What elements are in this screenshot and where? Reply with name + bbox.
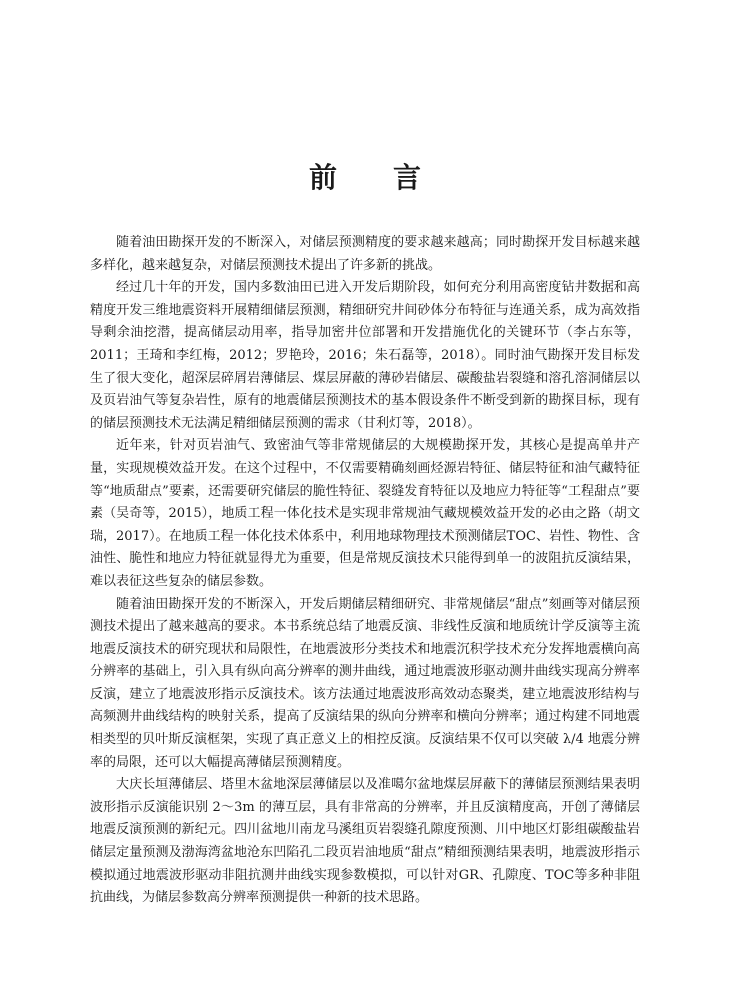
paragraph-2: 经过几十年的开发，国内多数油田已进入开发后期阶段，如何充分利用高密度钻井数据和高精度开发三维地震资料开展精细储层预测，精细研究井间砂体分布特征与连通关系，成为高效指导剩余油挖潜，提高储层动用率，指导加密井位部署和开发措施优化的关键环节（李占东等，2011；王琦和李红梅，2012；罗艳玲，2016；朱石磊等，2018）。同时油气勘探开发目标发生了很大变化，超深层碎屑岩薄储层、煤层屏蔽的薄砂岩储层、碳酸盐岩裂缝和溶孔溶洞储层以及页岩油气等复杂岩性，原有的地震储层预测技术的基本假设条件不断受到新的勘探目标，现有的储层预测技术无法满足精细储层预测的需求（甘利灯等，2018）。 bbox=[90, 280, 640, 431]
paragraph-5: 大庆长垣薄储层、塔里木盆地深层薄储层以及准噶尔盆地煤层屏蔽下的薄储层预测结果表明波形指示反演能识别 2～3m 的薄互层，具有非常高的分辨率，并且反演精度高，开创了薄储层地震反演预测的新纪元。四川盆地川南龙马溪组页岩裂缝孔隙度预测、川中地区灯影组碳酸盐岩储层定量预测及渤海湾盆地沧东凹陷孔二段页岩油地质“甜点”精细预测结果表明，地震波形指示模拟通过地震波形驱动非阻抗测井曲线实现参数模拟，可以针对GR、孔隙度、TOC等多种非阻抗曲线，为储层参数高分辨率预测提供一种新的技术思路。 bbox=[90, 777, 640, 906]
page-content bbox=[90, 156, 640, 910]
paragraph-1: 随着油田勘探开发的不断深入，对储层预测精度的要求越来越高；同时勘探开发目标越来越多样化，越来越复杂，对储层预测技术提出了许多新的挑战。 bbox=[90, 235, 640, 273]
page-title: 前言 bbox=[308, 161, 477, 194]
paragraph-3: 近年来，针对页岩油气、致密油气等非常规储层的大规模勘探开发，其核心是提高单井产量，实现规模效益开发。在这个过程中，不仅需要精确刻画烃源岩特征、储层特征和油气藏特征等“地质甜点”要素，还需要研究储层的脆性特征、裂缝发育特征以及地应力特征等“工程甜点”要素（吴奇等，2015），地质工程一体化技术是实现非常规油气藏规模效益开发的必由之路（胡文瑞，2017）。在地质工程一体化技术体系中，利用地球物理技术预测储层TOC、岩性、物性、含油性、脆性和地应力特征就显得尤为重要，但是常规反演技术只能得到单一的波阻抗反演结果，难以表征这些复杂的储层参数。 bbox=[90, 438, 640, 589]
paragraph-4: 随着油田勘探开发的不断深入，开发后期储层精细研究、非常规储层“甜点”刻画等对储层预测技术提出了越来越高的要求。本书系统总结了地震反演、非线性反演和地质统计学反演等主流地震反演技术的研究现状和局限性，在地震波形分类技术和地震沉积学技术充分发挥地震横向高分辨率的基础上，引入具有纵向高分辨率的测井曲线，通过地震波形驱动测井曲线实现高分辨率反演，建立了地震波形指示反演技术。该方法通过地震波形高效动态聚类，建立地震波形结构与高频测井曲线结构的映射关系，提高了反演结果的纵向分辨率和横向分辨率；通过构建不同地震相类型的贝叶斯反演框架，实现了真正意义上的相控反演。反演结果不仅可以突破 λ/4 地震分辨率的局限，还可以大幅提高薄储层预测精度。 bbox=[90, 596, 640, 770]
